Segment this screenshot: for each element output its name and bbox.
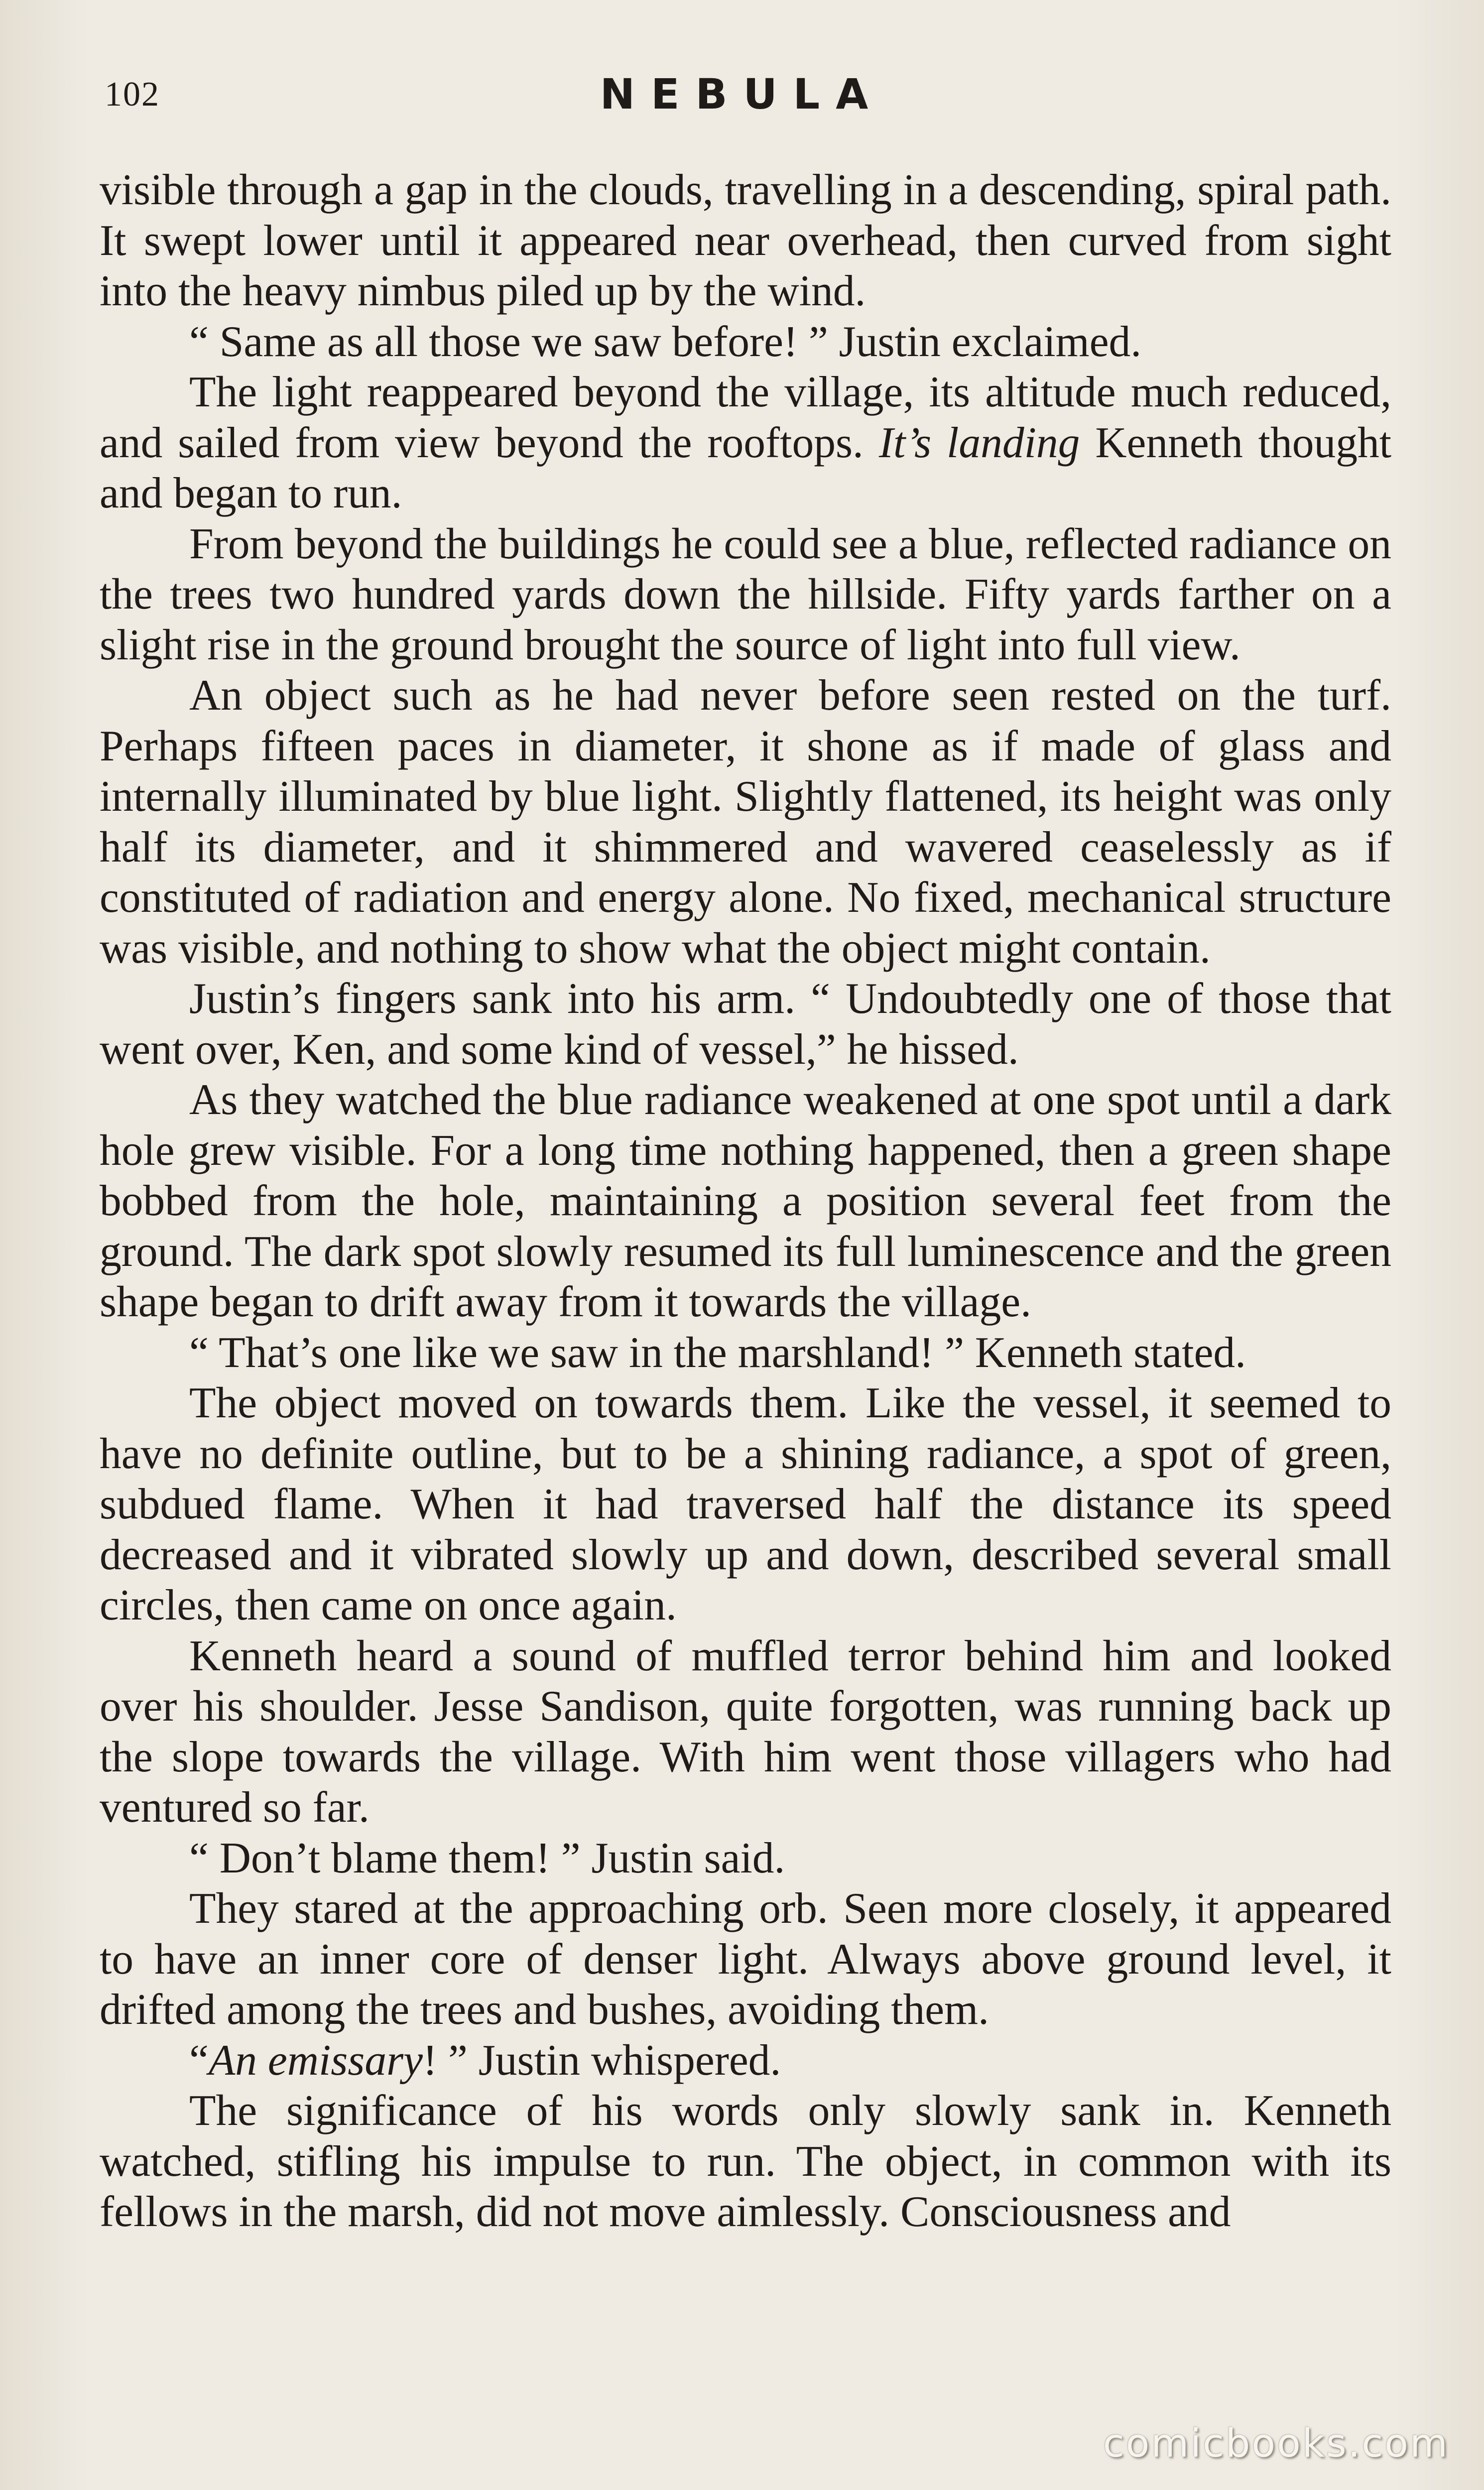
paragraph: “An emissary! ” Justin whispered.: [189, 2035, 781, 2084]
running-head: NEBULA: [600, 70, 884, 119]
paragraph: The light reappeared beyond the village, its altitude much reduced, and sailed from view beyond the rooftops. It’s landing Kenneth thought and began to run.: [100, 368, 1392, 517]
paragraph: “ That’s one like we saw in the marshland! ” Kenneth stated.: [189, 1328, 1246, 1376]
paragraph: “ Same as all those we saw before! ” Justin exclaimed.: [189, 317, 1142, 366]
paragraph: “ Don’t blame them! ” Justin said.: [189, 1833, 785, 1882]
paragraph: They stared at the approaching orb. Seen more closely, it appeared to have an inner core of denser light. Always above ground level, it drifted among the trees and bushes, avoiding them.: [100, 1884, 1391, 2033]
paragraph: The significance of his words only slowly sank in. Kenneth watched, stifling his impulse to run. The object, in common with its fellows in the marsh, did not move aimlessly. Consciousness and: [100, 2086, 1391, 2236]
watermark: comicbooks.com: [1103, 2421, 1449, 2466]
page-number: 102: [105, 75, 160, 114]
paragraph: visible through a gap in the clouds, travelling in a descending, spiral path. It swept lower until it appeared near overhead, then curved from sight into the heavy nimbus piled up by the wind.: [100, 165, 1391, 315]
paragraph: An object such as he had never before seen rested on the turf. Perhaps fifteen paces in diameter, it shone as if made of glass and internally illuminated by blue light. Slightly flattened, its height was only half its diameter, and it shimmered and wavered ceaselessly as if constituted of radiation and energy alone. No fixed, mechanical structure was visible, and nothing to show what the object might contain.: [100, 671, 1391, 972]
body-text: [100, 164, 1391, 2237]
italic-text: An emissary: [208, 2035, 423, 2084]
paragraph: As they watched the blue radiance weakened at one spot until a dark hole grew visible. For a long time nothing happened, then a green shape bobbed from the hole, maintaining a position several feet from the ground. The dark spot slowly resumed its full luminescence and the green shape began to drift away from it towards the village.: [100, 1075, 1391, 1326]
paragraph: From beyond the buildings he could see a blue, reflected radiance on the trees two hundred yards down the hillside. Fifty yards farther on a slight rise in the ground brought the source of light into full view.: [100, 519, 1391, 669]
paragraph: The object moved on towards them. Like the vessel, it seemed to have no definite outline, but to be a shining radiance, a spot of green, subdued flame. When it had traversed half the distance its speed decreased and it vibrated slowly up and down, described several small circles, then came on once again.: [100, 1378, 1391, 1629]
page-header: [100, 70, 1384, 124]
paragraph: Justin’s fingers sank into his arm. “ Undoubtedly one of those that went over, Ken, and some kind of vessel,” he hissed.: [100, 974, 1391, 1073]
italic-text: It’s landing: [878, 418, 1080, 467]
paragraph: Kenneth heard a sound of muffled terror behind him and looked over his shoulder. Jesse Sandison, quite forgotten, was running back up the slope towards the village. With him went those villagers who had ventured so far.: [100, 1631, 1391, 1831]
